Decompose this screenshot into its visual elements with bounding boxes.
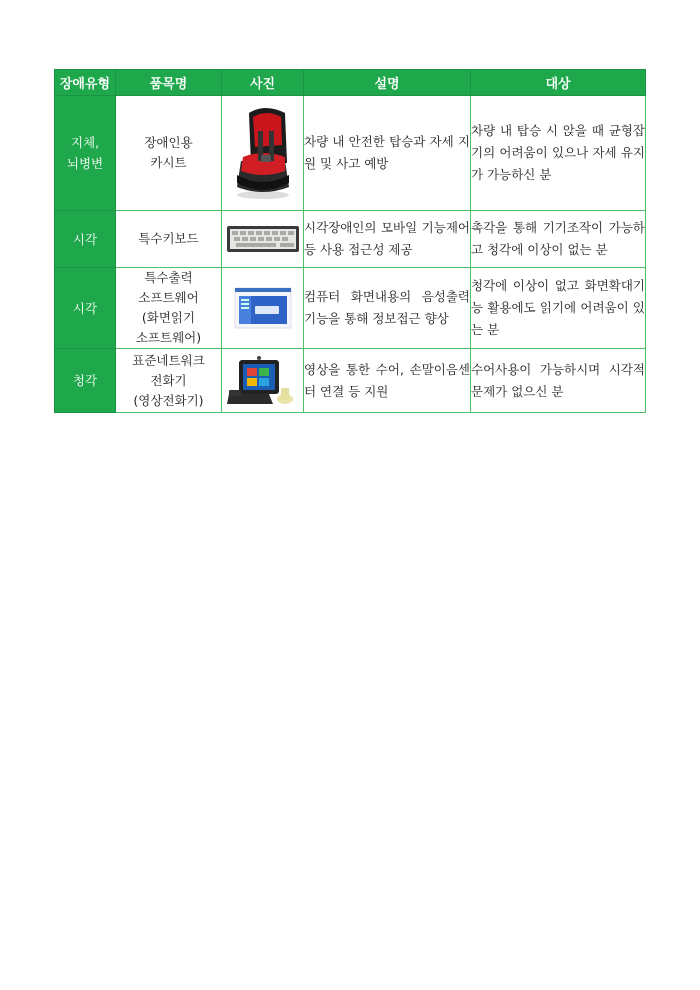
disability-type-cell: 시각 (55, 268, 116, 349)
header-description: 설명 (304, 70, 471, 96)
description-cell: 차량 내 안전한 탑승과 자세 지원 및 사고 예방 (304, 96, 471, 211)
header-photo: 사진 (222, 70, 304, 96)
photo-cell (222, 349, 304, 413)
item-name-cell: 특수출력 소프트웨어 (화면읽기 소프트웨어) (116, 268, 222, 349)
description-cell: 컴퓨터 화면내용의 음성출력 기능을 통해 정보접근 향상 (304, 268, 471, 349)
photo-cell (222, 211, 304, 268)
keyboard-icon (226, 224, 300, 254)
header-disability-type: 장애유형 (55, 70, 116, 96)
table-row (55, 96, 646, 211)
table-row (55, 268, 646, 349)
target-cell: 수어사용이 가능하시며 시각적 문제가 없으신 분 (471, 349, 646, 413)
table-row (55, 211, 646, 268)
target-cell: 차량 내 탑승 시 앉을 때 균형잡기의 어려움이 있으나 자세 유지가 가능하신 분 (471, 96, 646, 211)
item-name-cell: 표준네트워크 전화기 (영상전화기) (116, 349, 222, 413)
video-phone-icon (225, 354, 301, 408)
disability-type-cell: 시각 (55, 211, 116, 268)
table-header-row (55, 70, 646, 96)
header-target: 대상 (471, 70, 646, 96)
description-cell: 영상을 통한 수어, 손말이음센터 연결 등 지원 (304, 349, 471, 413)
disability-type-cell: 지체, 뇌병변 (55, 96, 116, 211)
table-row (55, 349, 646, 413)
disability-type-cell: 청각 (55, 349, 116, 413)
target-cell: 촉각을 통해 기기조작이 가능하고 청각에 이상이 없는 분 (471, 211, 646, 268)
car-seat-icon (227, 105, 299, 201)
photo-cell (222, 268, 304, 349)
screen-reader-software-icon (233, 286, 293, 330)
target-cell: 청각에 이상이 없고 화면확대기능 활용에도 읽기에 어려움이 있는 분 (471, 268, 646, 349)
description-cell: 시각장애인의 모바일 기능제어 등 사용 접근성 제공 (304, 211, 471, 268)
item-name-cell: 장애인용 카시트 (116, 96, 222, 211)
photo-cell (222, 96, 304, 211)
header-item-name: 품목명 (116, 70, 222, 96)
assistive-device-table (54, 69, 646, 413)
item-name-cell: 특수키보드 (116, 211, 222, 268)
